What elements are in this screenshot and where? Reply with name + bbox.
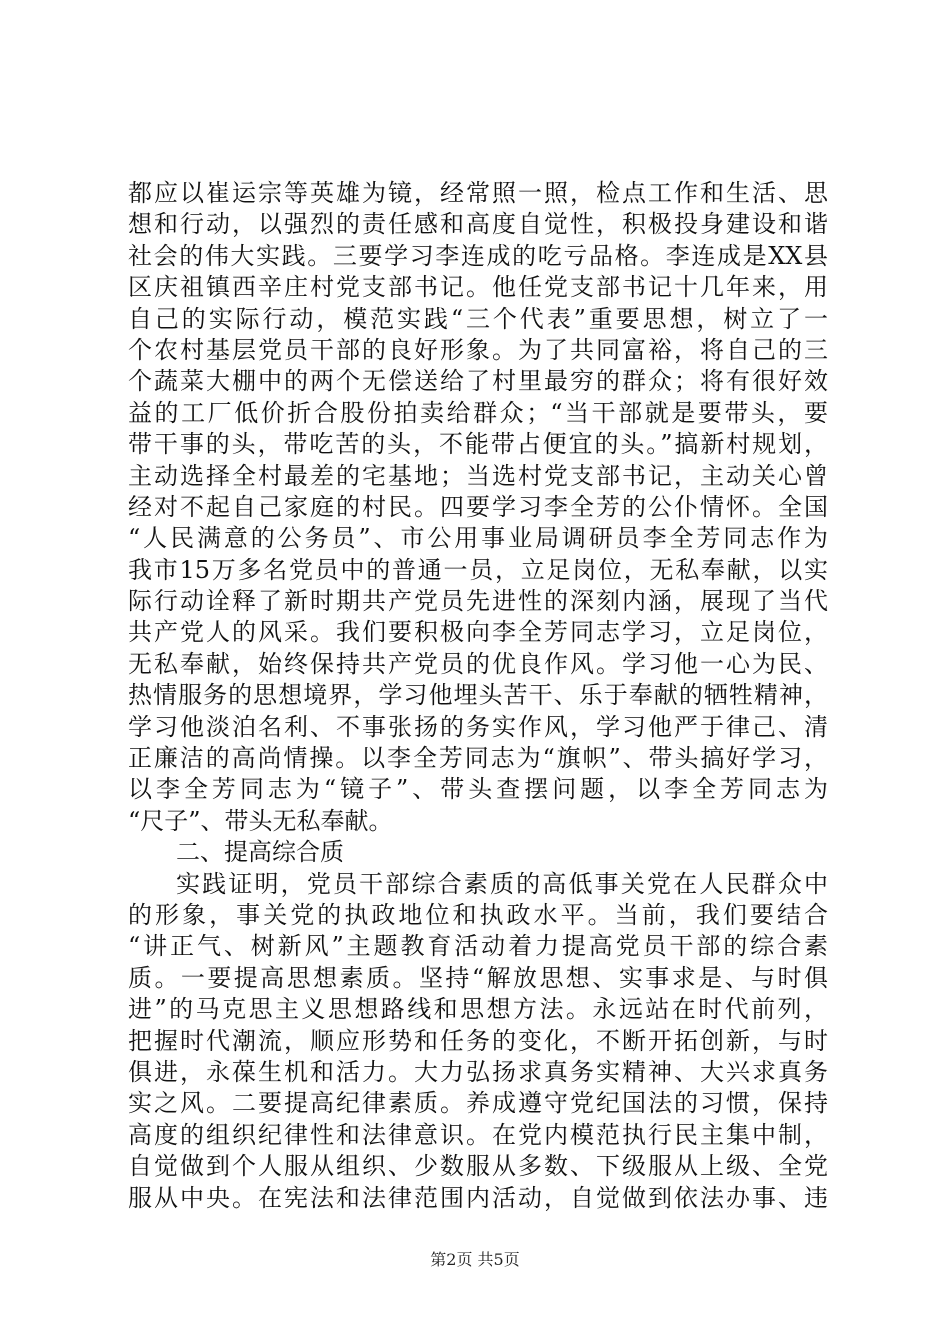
text-line: 进”的马克思主义思想路线和思想方法。永远站在时代前列， <box>128 995 828 1024</box>
text-line: 都应以崔运宗等英雄为镜，经常照一照，检点工作和生活、思 <box>128 179 828 207</box>
text-line: 益的工厂低价折合股份拍卖给群众；“当干部就是要带头，要 <box>128 398 828 427</box>
text-line: 实之风。二要提高纪律素质。养成遵守党纪国法的习惯，保持 <box>128 1089 828 1118</box>
text-line: 想和行动，以强烈的责任感和高度自觉性，积极投身建设和谐 <box>128 210 828 239</box>
body-text <box>128 178 828 1214</box>
text-line: 自己的实际行动，模范实践“三个代表”重要思想，树立了一 <box>128 304 828 333</box>
text-line: “尺子”、带头无私奉献。 <box>128 806 393 835</box>
text-line: 正廉洁的高尚情操。以李全芳同志为“旗帜”、带头搞好学习， <box>128 744 828 773</box>
text-line: 把握时代潮流，顺应形势和任务的变化，不断开拓创新，与时 <box>128 1026 828 1055</box>
text-line: 的形象，事关党的执政地位和执政水平。当前，我们要结合 <box>128 900 828 929</box>
text-line: 服从中央。在宪法和法律范围内活动，自觉做到依法办事、违 <box>128 1183 828 1212</box>
text-line: 高度的组织纪律性和法律意识。在党内模范执行民主集中制， <box>128 1120 828 1149</box>
text-line: 个蔬菜大棚中的两个无偿送给了村里最穷的群众；将有很好效 <box>128 367 828 396</box>
text-line: 质。一要提高思想素质。坚持“解放思想、实事求是、与时俱 <box>128 963 828 992</box>
text-line: 际行动诠释了新时期共产党员先进性的深刻内涵，展现了当代 <box>128 587 828 616</box>
section-heading: 二、提高综合质 <box>176 838 344 867</box>
page-number-footer: 第2页 共5页 <box>430 1250 520 1269</box>
text-line: 实践证明，党员干部综合素质的高低事关党在人民群众中 <box>176 869 828 898</box>
text-line: 俱进，永葆生机和活力。大力弘扬求真务实精神、大兴求真务 <box>128 1057 828 1086</box>
text-line: 自觉做到个人服从组织、少数服从多数、下级服从上级、全党 <box>128 1152 828 1181</box>
text-line: 带干事的头，带吃苦的头，不能带占便宜的头。”搞新村规划， <box>128 430 828 459</box>
text-line: 共产党人的风采。我们要积极向李全芳同志学习，立足岗位， <box>128 618 828 647</box>
text-line: “人民满意的公务员”、市公用事业局调研员李全芳同志作为 <box>128 524 828 553</box>
text-line: 热情服务的思想境界，学习他埋头苦干、乐于奉献的牺牲精神， <box>128 681 828 710</box>
text-line: 无私奉献，始终保持共产党员的优良作风。学习他一心为民、 <box>128 649 828 678</box>
text-line: 主动选择全村最差的宅基地；当选村党支部书记，主动关心曾 <box>128 461 828 490</box>
text-line: 社会的伟大实践。三要学习李连成的吃亏品格。李连成是XX县 <box>128 241 828 270</box>
text-line: 区庆祖镇西辛庄村党支部书记。他任党支部书记十几年来，用 <box>128 273 828 302</box>
text-line: 经对不起自己家庭的村民。四要学习李全芳的公仆情怀。全国 <box>128 492 828 521</box>
text-line: 我市15万多名党员中的普通一员，立足岗位，无私奉献，以实 <box>128 555 828 584</box>
text-line: 学习他淡泊名利、不事张扬的务实作风，学习他严于律己、清 <box>128 712 828 741</box>
text-line: “讲正气、树新风”主题教育活动着力提高党员干部的综合素 <box>128 932 828 961</box>
text-line: 以李全芳同志为“镜子”、带头查摆问题，以李全芳同志为 <box>128 775 828 804</box>
text-line: 个农村基层党员干部的良好形象。为了共同富裕，将自己的三 <box>128 335 828 364</box>
